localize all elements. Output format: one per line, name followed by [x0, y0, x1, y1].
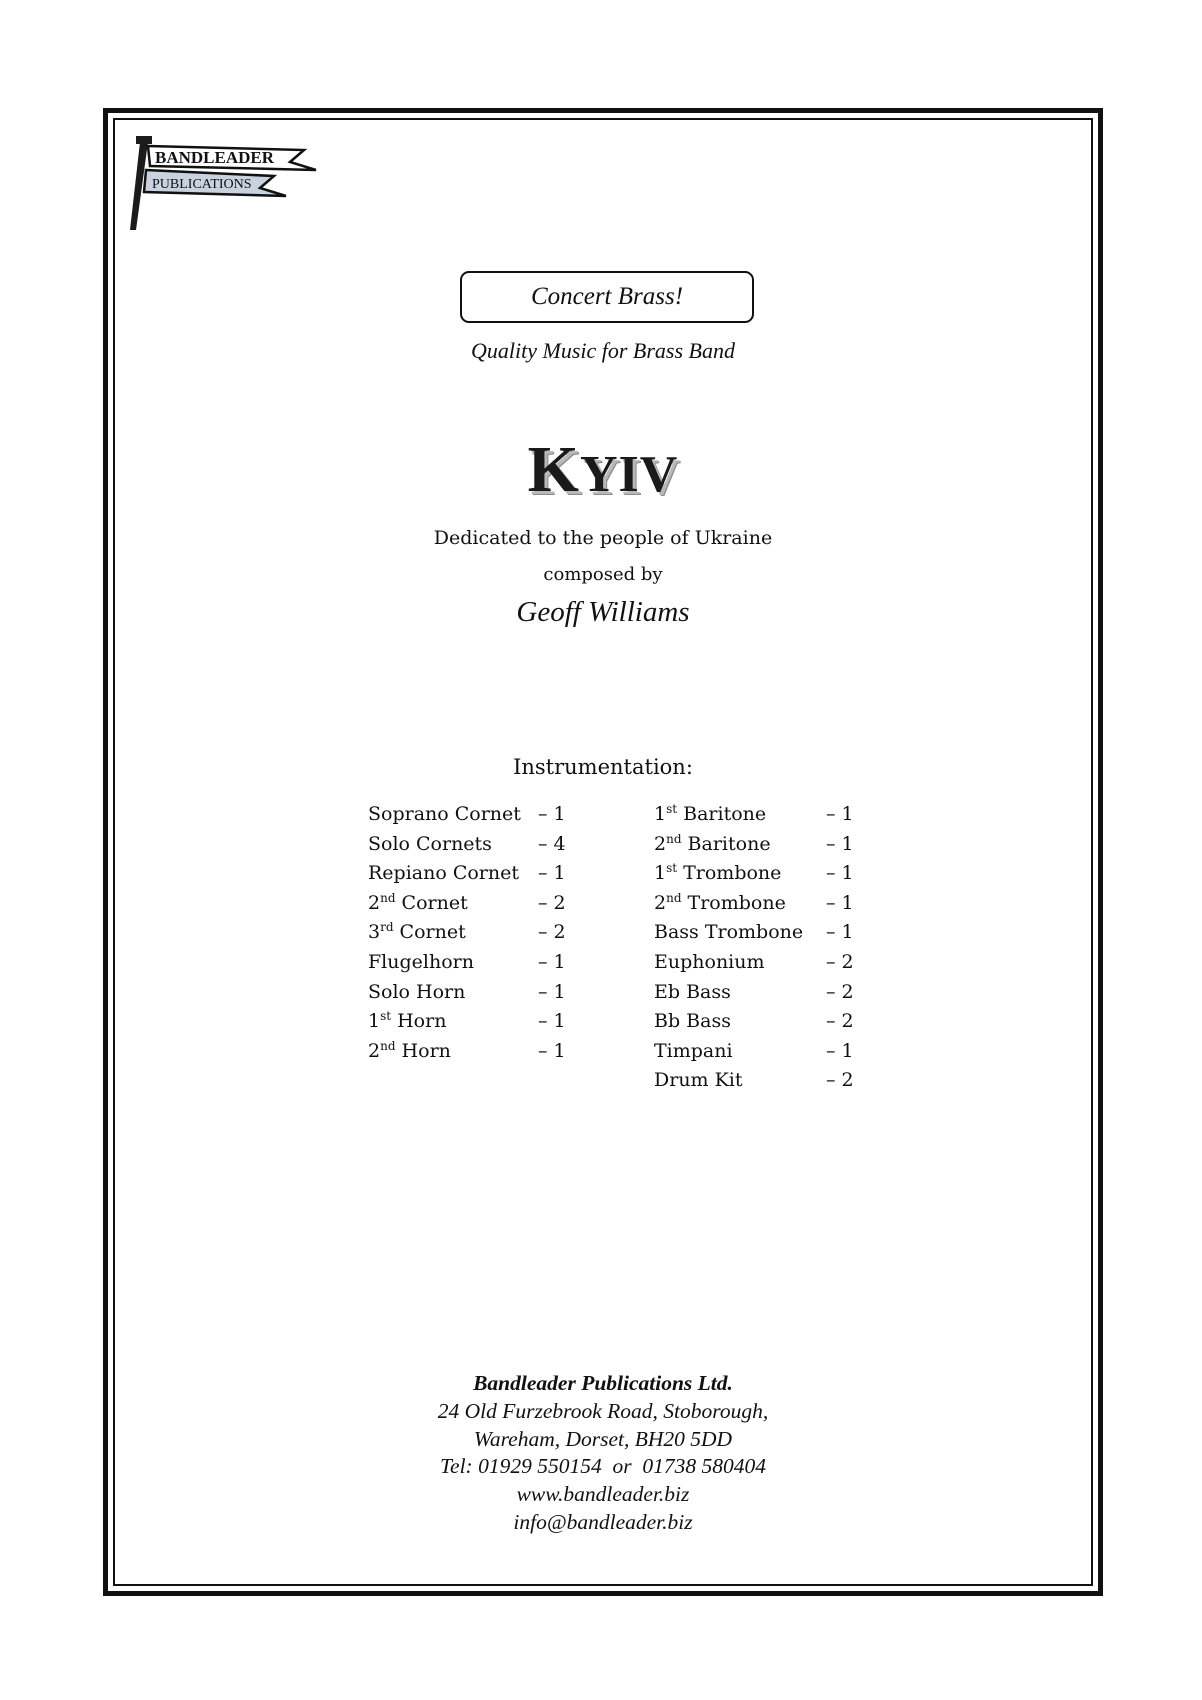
instrument-ordinal-suffix: nd — [666, 831, 682, 846]
instrument-label: Horn — [391, 1010, 447, 1033]
publisher-address-line2: Wareham, Dorset, BH20 5DD — [473, 1426, 733, 1451]
instrument-name — [368, 918, 466, 948]
instrument-name — [368, 978, 465, 1008]
logo-text-publications: PUBLICATIONS — [152, 177, 252, 192]
instrument-ordinal-suffix: st — [666, 802, 678, 816]
instrument-name — [368, 889, 468, 919]
instrument-count: – 1 — [538, 803, 566, 825]
instrument-label: Bass Trombone — [654, 921, 804, 944]
instrument-ordinal-suffix: nd — [666, 890, 682, 905]
instrument-name — [654, 1007, 731, 1037]
instrument-label: Solo Cornets — [368, 832, 492, 855]
instrument-count: – 1 — [538, 1010, 566, 1033]
instrument-ordinal-suffix: rd — [380, 920, 394, 935]
instrument-row — [654, 859, 864, 889]
instrument-ordinal-suffix: nd — [380, 1038, 396, 1053]
instrument-name — [368, 1037, 451, 1067]
instrument-row — [654, 978, 864, 1008]
instrument-row — [654, 1066, 864, 1096]
instrument-row — [368, 918, 588, 948]
instrument-ordinal-suffix: st — [666, 861, 678, 876]
publisher-phone: Tel: 01929 550154 or 01738 580404 — [440, 1454, 766, 1479]
bandleader-logo — [128, 136, 352, 232]
instrument-count: – 2 — [826, 1069, 854, 1092]
instrument-count: – 2 — [538, 891, 566, 914]
instrument-label: Baritone — [681, 832, 771, 855]
instrument-label: Drum Kit — [654, 1069, 743, 1092]
series-label: Concert Brass! — [530, 283, 684, 310]
publisher-block — [113, 1370, 1093, 1537]
instrument-row — [368, 830, 588, 860]
instrument-row — [368, 948, 588, 978]
piece-title — [113, 432, 1093, 508]
instrument-label: Euphonium — [654, 950, 765, 973]
publisher-address-line1: 24 Old Furzebrook Road, Stoborough, — [437, 1398, 769, 1423]
publisher-email: info@bandleader.biz — [513, 1509, 693, 1534]
instrument-ordinal: 1 — [654, 862, 667, 885]
instrument-ordinal-suffix: nd — [380, 890, 396, 905]
instrument-count: – 1 — [826, 1039, 854, 1062]
instrument-name — [654, 889, 786, 919]
instrument-name — [654, 948, 765, 978]
instrument-ordinal: 1 — [654, 803, 667, 825]
instrument-row — [654, 948, 864, 978]
instrument-label: Timpani — [654, 1039, 733, 1062]
instrument-label: Bb Bass — [654, 1010, 731, 1033]
instrument-row — [368, 1037, 588, 1067]
instrument-count: – 2 — [826, 980, 854, 1003]
publisher-website: www.bandleader.biz — [516, 1482, 690, 1507]
instrument-count: – 1 — [826, 862, 854, 885]
series-label-box — [460, 271, 754, 323]
instrument-name — [368, 948, 474, 978]
instrument-label: Horn — [395, 1039, 451, 1062]
instrument-label: Flugelhorn — [368, 950, 474, 973]
instrument-label: Trombone — [681, 891, 786, 914]
instrument-name — [654, 1037, 733, 1067]
instrument-label: Cornet — [393, 921, 466, 944]
instrument-name — [654, 978, 731, 1008]
tagline: Quality Music for Brass Band — [471, 338, 735, 363]
instrument-count: – 2 — [826, 1010, 854, 1033]
instrument-count: – 1 — [826, 891, 854, 914]
instrument-count: – 4 — [538, 832, 566, 855]
instrument-ordinal: 2 — [654, 832, 667, 855]
instrument-label: Eb Bass — [654, 980, 731, 1003]
instrument-row — [654, 800, 864, 830]
instrument-label: Solo Horn — [368, 980, 466, 1003]
instrument-count: – 1 — [826, 803, 854, 825]
instrument-row — [368, 800, 588, 830]
instrument-name — [654, 918, 803, 948]
instrument-name — [368, 830, 492, 860]
publisher-name: Bandleader Publications Ltd. — [473, 1371, 733, 1395]
instrument-ordinal: 2 — [654, 891, 667, 914]
instrument-name — [368, 1007, 446, 1037]
instrument-label: Trombone — [677, 862, 782, 885]
instrument-label: Repiano Cornet — [368, 862, 520, 885]
composed-by: composed by — [543, 564, 663, 585]
instrument-name — [654, 800, 766, 830]
instrumentation-heading: Instrumentation: — [513, 755, 693, 779]
instrument-count: – 2 — [826, 950, 854, 973]
instrument-row — [368, 978, 588, 1008]
instrument-count: – 1 — [538, 1039, 566, 1062]
composer-name: Geoff Williams — [516, 596, 690, 628]
instrument-row — [368, 1007, 588, 1037]
instrument-name — [654, 830, 771, 860]
instrument-name — [368, 859, 519, 889]
instrument-count: – 1 — [538, 862, 566, 885]
instrument-count: – 1 — [538, 980, 566, 1003]
instrument-row — [654, 1007, 864, 1037]
instrument-row — [654, 830, 864, 860]
instrument-row — [654, 889, 864, 919]
instrument-label: Soprano Cornet — [368, 803, 521, 825]
instrument-count: – 2 — [538, 921, 566, 944]
instrument-name — [654, 1066, 743, 1096]
instrument-ordinal: 3 — [368, 921, 381, 944]
title-rest: YIV — [580, 446, 679, 503]
dedication: Dedicated to the people of Ukraine — [433, 527, 773, 549]
instrument-list-left — [368, 800, 588, 1066]
title-initial: K — [527, 433, 580, 506]
instrument-row — [654, 1037, 864, 1067]
instrument-ordinal: 1 — [368, 1010, 381, 1033]
instrument-count: – 1 — [538, 950, 566, 973]
instrument-row — [368, 889, 588, 919]
instrument-name — [368, 800, 521, 830]
instrument-label: Baritone — [677, 803, 767, 825]
logo-text-bandleader: BANDLEADER — [155, 148, 275, 167]
instrument-row — [368, 859, 588, 889]
instrument-ordinal: 2 — [368, 1039, 381, 1062]
instrument-count: – 1 — [826, 832, 854, 855]
instrument-row — [654, 918, 864, 948]
instrument-ordinal: 2 — [368, 891, 381, 914]
instrument-name — [654, 859, 781, 889]
instrument-ordinal-suffix: st — [380, 1009, 392, 1024]
instrument-list-right — [654, 800, 864, 1096]
instrument-label: Cornet — [395, 891, 468, 914]
instrument-count: – 1 — [826, 921, 854, 944]
